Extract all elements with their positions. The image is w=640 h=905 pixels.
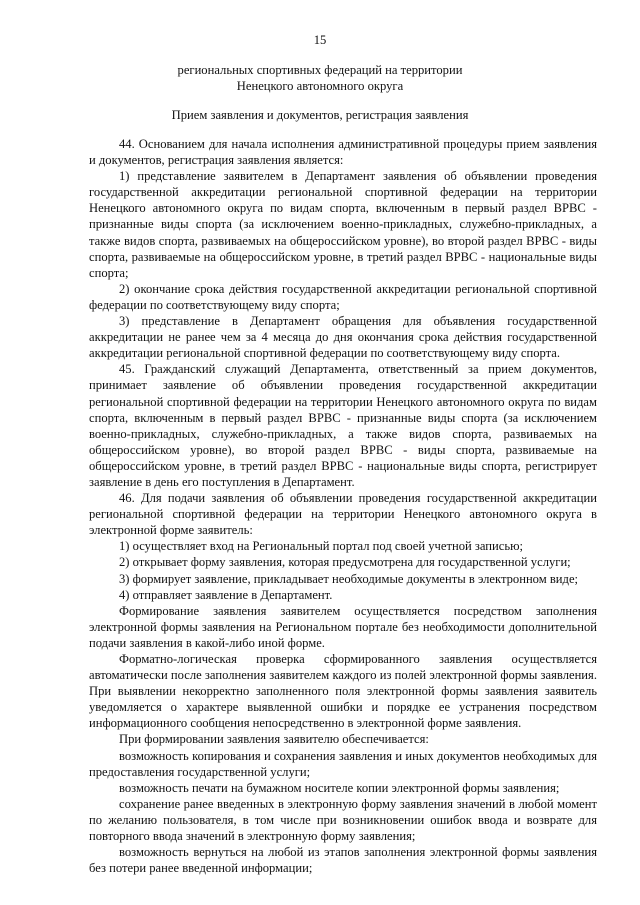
- paragraph-format-check: Форматно-логическая проверка сформированного заявления осуществляется автоматически после заполнения заявителем каждого из полей электронной формы заявления. При выявлении некорректно заполненного поля электронной формы заявления заявитель уведомляется о характере выявленной ошибки и порядке ее устранения посредством информационного сообщения непосредственно в электронной форме заявления.: [89, 652, 597, 731]
- paragraph-provided-print: возможность печати на бумажном носителе копии электронной формы заявления;: [119, 780, 560, 795]
- section-title: Прием заявления и документов, регистрация заявления: [171, 108, 469, 122]
- paragraph-46-step-3: 3) формирует заявление, прикладывает необходимые документы в электронном виде;: [119, 571, 579, 586]
- paragraph-provided-intro: При формировании заявления заявителю обеспечивается:: [119, 732, 429, 747]
- paragraph-46-step-1: 1) осуществляет вход на Региональный портал под своей учетной записью;: [119, 539, 524, 554]
- paragraph-provided-save: сохранение ранее введенных в электронную форму заявления значений в любой момент по желанию пользователя, в том числе при возникновении ошибок ввода и возврате для повторного ввода значений в электронную форму заявления;: [89, 796, 597, 844]
- paragraph-44-item-3: 3) представление в Департамент обращения для объявления государственной аккредитации не ранее чем за 4 месяца до дня окончания срока действия государственной аккредитации региональной спортивной федерации по соответствующему виду спорта.: [89, 314, 597, 361]
- document-header: [0, 62, 640, 94]
- paragraph-provided-return: возможность вернуться на любой из этапов заполнения электронной формы заявления без потери ранее введенной информации;: [89, 845, 597, 876]
- paragraph-46-step-2: 2) открывает форму заявления, которая предусмотрена для государственной услуги;: [119, 555, 571, 570]
- paragraph-46-step-4: 4) отправляет заявление в Департамент.: [119, 587, 333, 602]
- paragraph-forming: Формирование заявления заявителем осуществляется посредством заполнения электронной формы заявления на Региональном портале без необходимости дополнительной подачи заявления в какой-либо иной форме.: [89, 603, 597, 650]
- paragraph-provided-copy: возможность копирования и сохранения заявления и иных документов необходимых для предоставления государственной услуги;: [89, 748, 597, 779]
- paragraph-44-item-2: 2) окончание срока действия государственной аккредитации региональной спортивной федерации по соответствующему виду спорта;: [89, 281, 597, 312]
- document-body: [89, 136, 597, 876]
- paragraph-46-intro: 46. Для подачи заявления об объявлении проведения государственной аккредитации региональной спортивной федерации на территории Ненецкого автономного округа в электронной форме заявитель:: [89, 491, 597, 538]
- header-line-2: Ненецкого автономного округа: [236, 79, 404, 94]
- paragraph-44-item-1: 1) представление заявителем в Департамент заявления об объявлении проведения государственной аккредитации региональной спортивной федерации на территории Ненецкого автономного округа по видам спорта, включенным в первый раздел ВРВС - признанные виды спорта (за исключением военно-прикладных, служебно-прикладных, а также видов спорта, развиваемых на общероссийском уровне), во второй раздел ВРВС - виды спорта, развиваемые на общероссийском уровне, в третий раздел ВРВС - национальные виды спорта;: [89, 169, 597, 280]
- paragraph-45: 45. Гражданский служащий Департамента, ответственный за прием документов, принимает заявление об объявлении проведения государственной аккредитации региональной спортивной федерации на территории Ненецкого автономного округа по видам спорта, включенным в первый раздел ВРВС - признанные виды спорта (за исключением военно-прикладных, служебно-прикладных, а также видов спорта, развиваемых на общероссийском уровне), во второй раздел ВРВС - виды спорта, развиваемые на общероссийском уровне, в третий раздел ВРВС - национальные виды спорта, регистрирует заявление в день его поступления в Департамент.: [89, 362, 597, 489]
- page-number: 15: [313, 33, 327, 47]
- paragraph-44-intro: 44. Основанием для начала исполнения административной процедуры прием заявления и документов, регистрация заявления является:: [89, 137, 597, 168]
- header-line-1: региональных спортивных федераций на территории: [177, 63, 463, 77]
